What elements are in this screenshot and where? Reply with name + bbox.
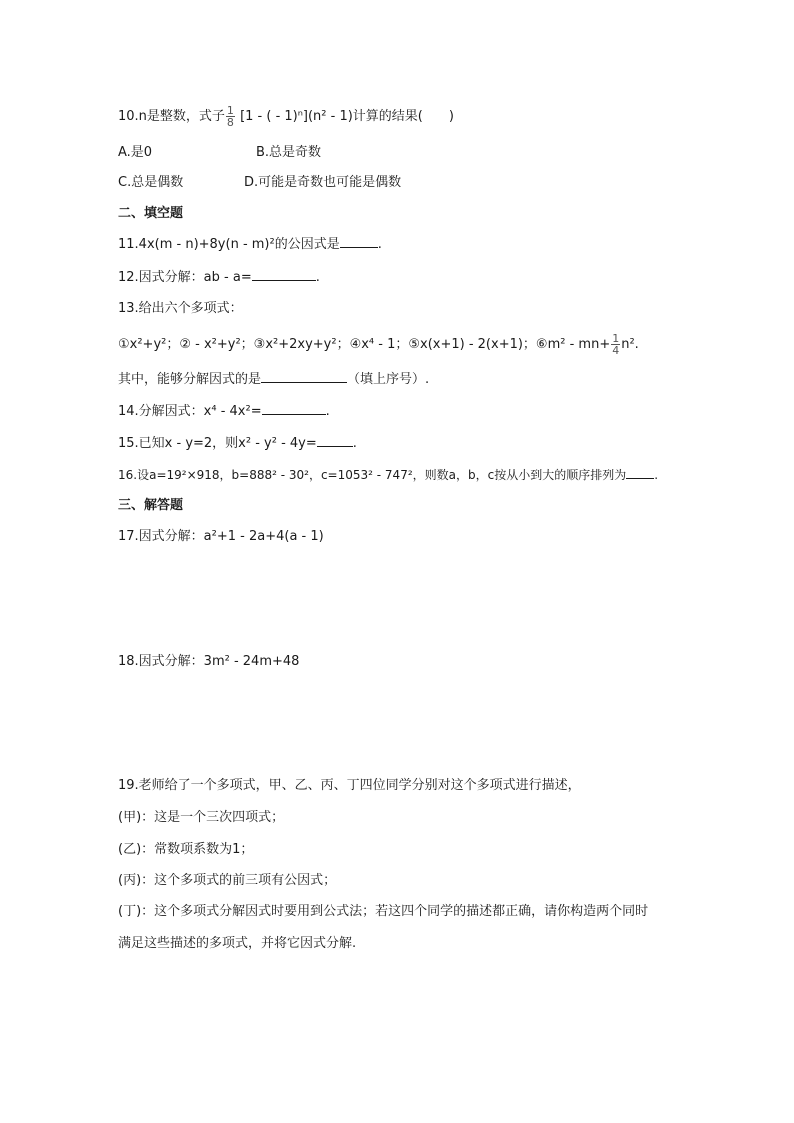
q10-stem-post: [1 - ( - 1)ⁿ](n² - 1)计算的结果( ): [240, 109, 454, 124]
q16-text: 16.设a=19²×918，b=888² - 30²，c=1053² - 747²，则数a，b，c按从小到大的顺序排列为: [118, 468, 627, 482]
q13-answer-pre: 其中，能够分解因式的是: [118, 372, 262, 387]
q16-period: .: [654, 468, 659, 482]
question-16: [118, 465, 658, 485]
q10-frac-den: 8: [226, 116, 234, 129]
q14-period: .: [325, 404, 330, 419]
question-19-bing: (丙)：这个多项式的前三项有公因式；: [118, 873, 337, 888]
q13-items-pre: ①x²+y²；② - x²+y²；③x²+2xy+y²；④x⁴ - 1；⑤x(x+1) - 2(x+1)；⑥m² - mn+: [118, 337, 611, 352]
q11-text: 11.4x(m - n)+8y(n - m)²的公因式是: [118, 237, 340, 252]
question-19-ding: (丁)：这个多项式分解因式时要用到公式法；若这四个同学的描述都正确，请你构造两个同时: [118, 904, 649, 919]
question-19-ding-cont: 满足这些描述的多项式，并将它因式分解.: [118, 936, 357, 951]
q13-answer-blank[interactable]: [261, 370, 347, 383]
question-13-intro: 13.给出六个多项式：: [118, 301, 243, 316]
question-13-items: [118, 333, 639, 356]
q10-options-row-2: [118, 173, 401, 193]
question-10: [118, 105, 454, 128]
q10-option-b: B.总是奇数: [256, 145, 322, 160]
question-15: [118, 434, 357, 454]
question-18: 18.因式分解：3m² - 24m+48: [118, 654, 300, 669]
q11-answer-blank[interactable]: [340, 235, 378, 248]
q13-frac-den: 4: [612, 344, 620, 357]
question-19-intro: 19.老师给了一个多项式，甲、乙、丙、丁四位同学分别对这个多项式进行描述，: [118, 778, 581, 793]
q10-option-c: C.总是偶数: [118, 175, 184, 190]
q13-answer-post: （填上序号）.: [347, 372, 430, 387]
q11-period: .: [377, 237, 382, 252]
question-19-yi: (乙)：常数项系数为1；: [118, 842, 254, 857]
q14-text: 14.分解因式：x⁴ - 4x²=: [118, 404, 262, 419]
section-title-solve: 三、解答题: [118, 498, 184, 513]
q12-answer-blank[interactable]: [252, 268, 316, 281]
question-19-jia: (甲)：这是一个三次四项式；: [118, 810, 285, 825]
q13-frac-num: 1: [612, 332, 620, 345]
section-title-fill-in: 二、填空题: [118, 206, 184, 221]
q10-stem-pre: 10.n是整数，式子: [118, 109, 225, 124]
q14-answer-blank[interactable]: [262, 402, 326, 415]
question-14: [118, 402, 330, 422]
q10-fraction: [226, 105, 235, 128]
q12-text: 12.因式分解：ab - a=: [118, 270, 252, 285]
q15-text: 15.已知x - y=2，则x² - y² - 4y=: [118, 436, 317, 451]
question-12: [118, 268, 320, 288]
q15-answer-blank[interactable]: [317, 434, 353, 447]
q10-options-row-1: [118, 143, 321, 163]
q15-period: .: [352, 436, 357, 451]
question-11: [118, 235, 382, 255]
q16-answer-blank[interactable]: [626, 466, 654, 479]
q13-items-post: n².: [621, 337, 639, 352]
question-13-answer: [118, 370, 429, 390]
q10-option-a: A.是0: [118, 145, 153, 160]
q10-option-d: D.可能是奇数也可能是偶数: [244, 175, 402, 190]
q12-period: .: [315, 270, 320, 285]
q13-fraction: [611, 333, 620, 356]
question-17: 17.因式分解：a²+1 - 2a+4(a - 1): [118, 529, 324, 544]
q10-frac-num: 1: [226, 104, 234, 117]
